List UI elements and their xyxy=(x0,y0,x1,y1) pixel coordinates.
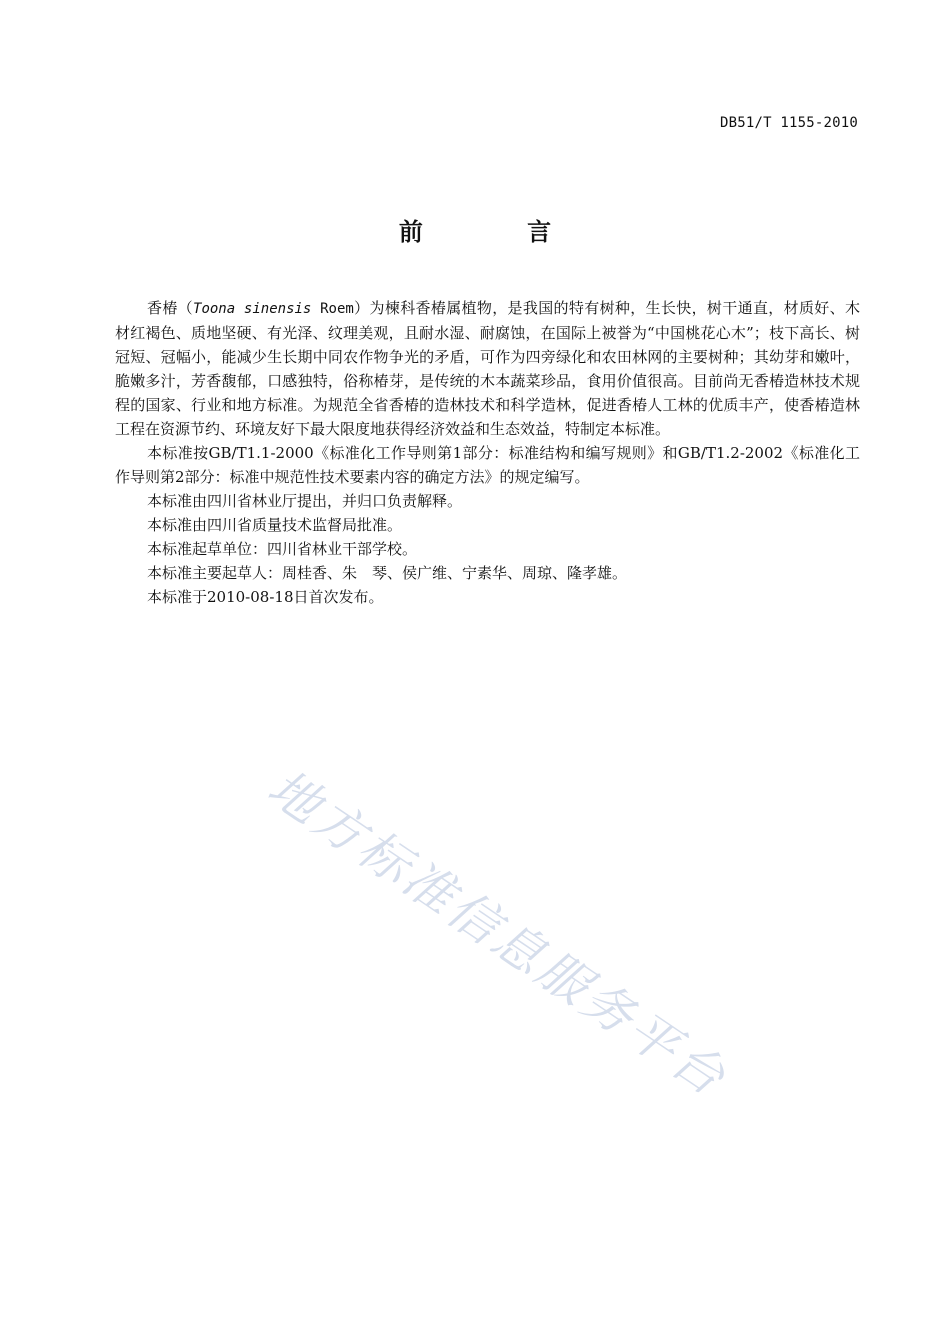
paragraph-standard-basis: 本标准按GB/T1.1-2000《标准化工作导则第1部分：标准结构和编写规则》和GB/T1.2-2002《标准化工作导则第2部分：标准中规范性技术要素内容的确定方法》的规定编写。 xyxy=(115,444,860,486)
page-title: 前 言 xyxy=(398,217,600,246)
paragraph-drafters: 本标准主要起草人：周桂香、朱 琴、侯广维、宁素华、周琼、隆孝雄。 xyxy=(147,564,628,582)
paragraph-intro xyxy=(115,296,860,441)
paragraph-release-date: 本标准于2010-08-18日首次发布。 xyxy=(147,588,384,606)
paragraph-approver: 本标准由四川省质量技术监督局批准。 xyxy=(147,516,403,534)
document-body xyxy=(115,296,860,609)
watermark: 地方标准信息服务平台 xyxy=(257,758,738,1109)
scientific-name: Toona sinensis xyxy=(193,301,312,317)
intro-text-rest: ）为楝科香椿属植物，是我国的特有树种，生长快，树干通直，材质好、木材红褐色、质地坚硬、有光泽、纹理美观，且耐水湿、耐腐蚀，在国际上被誉为“中国桃花心木”；枝下高长、树冠短、冠幅小，能减少生长期中同农作物争光的矛盾，可作为四旁绿化和农田林网的主要树种；其幼芽和嫩叶，脆嫩多汁，芳香馥郁，口感独特，俗称椿芽，是传统的木本蔬菜珍品，食用价值很高。目前尚无香椿造林技术规程的国家、行业和地方标准。为规范全省香椿的造林技术和科学造林，促进香椿人工林的优质丰产，使香椿造林工程在资源节约、环境友好下最大限度地获得经济效益和生态效益，特制定本标准。 xyxy=(115,299,860,438)
document-code: DB51/T 1155-2010 xyxy=(719,115,858,131)
paragraph-proposer: 本标准由四川省林业厅提出，并归口负责解释。 xyxy=(147,492,463,510)
author-citation: Roem xyxy=(311,301,354,317)
paragraph-drafting-unit: 本标准起草单位：四川省林业干部学校。 xyxy=(147,540,418,558)
intro-text-start: 香椿（ xyxy=(147,299,194,317)
